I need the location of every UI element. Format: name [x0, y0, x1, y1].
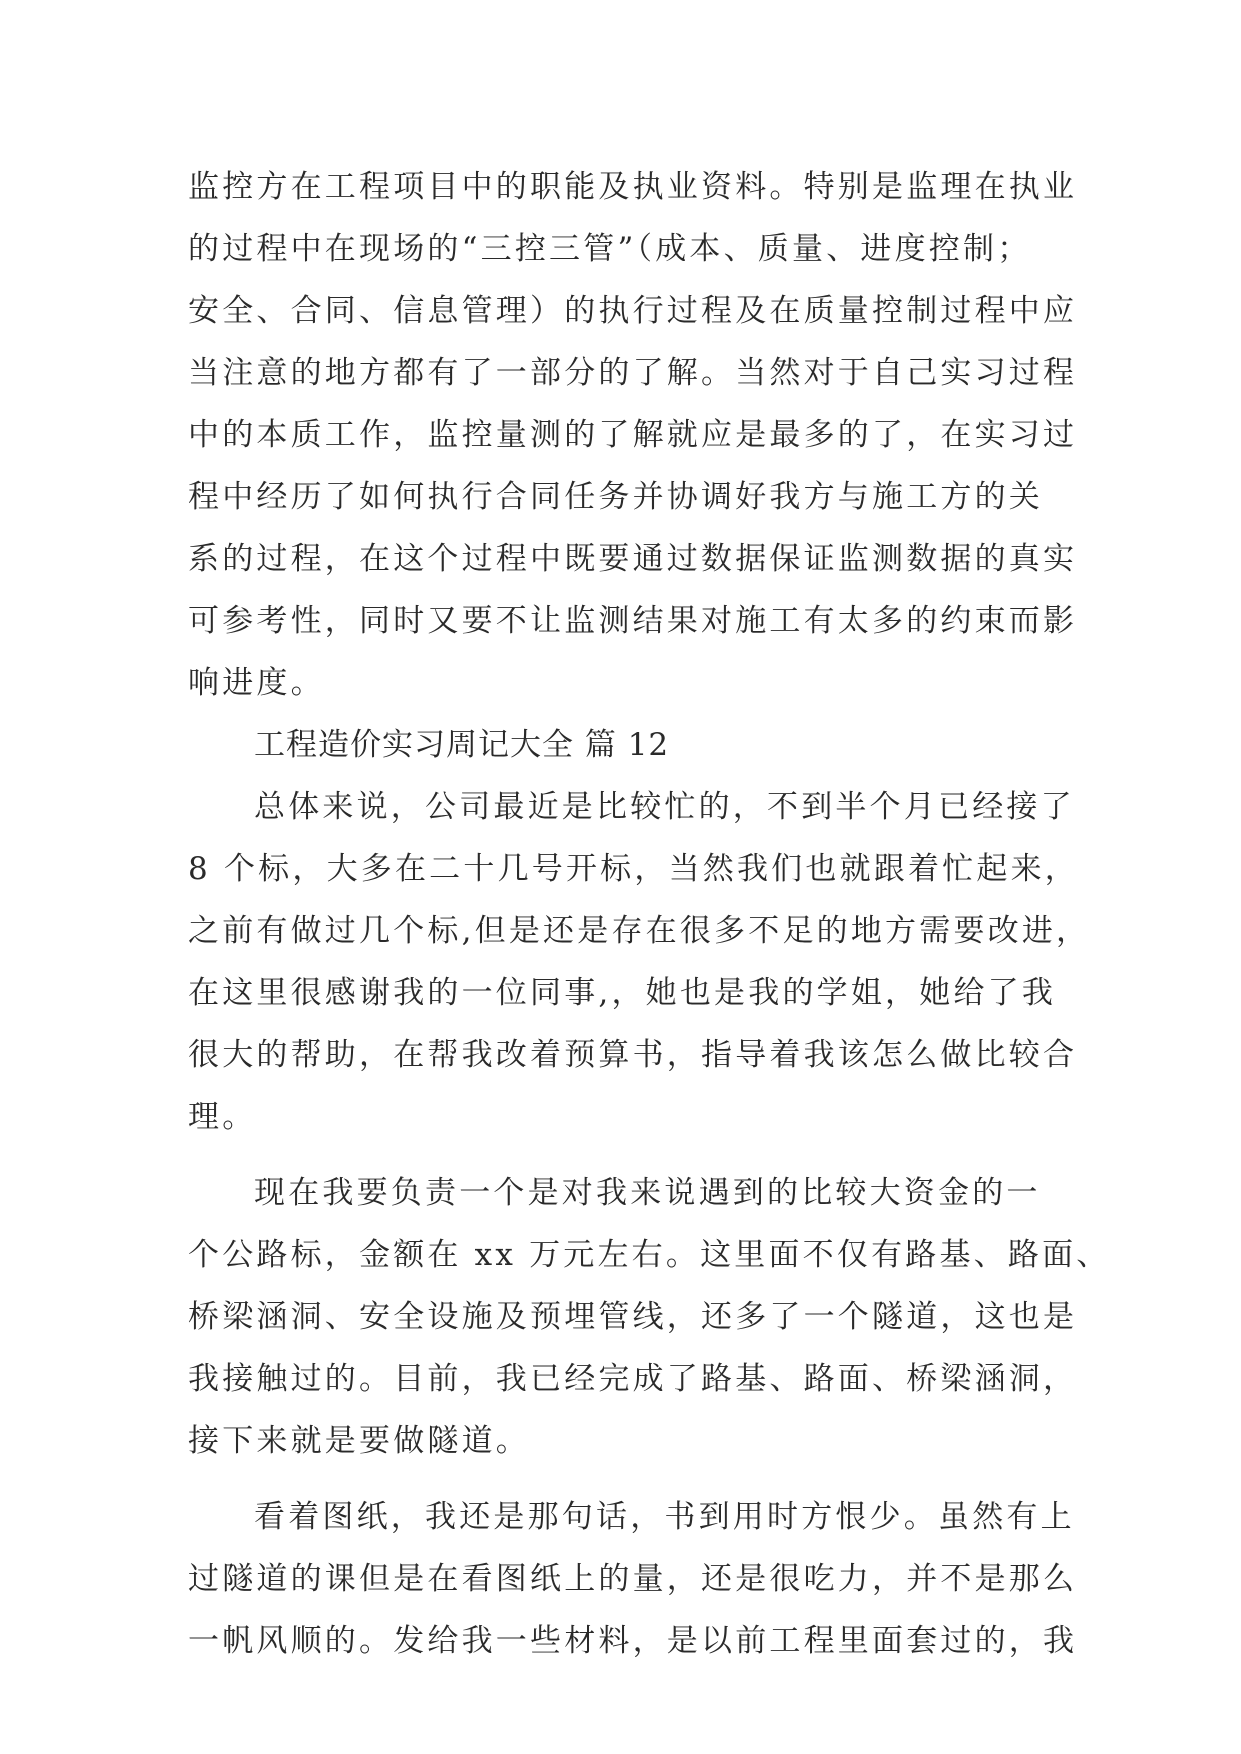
- text-line: 安全、合同、信息管理）的执行过程及在质量控制过程中应: [188, 293, 1078, 329]
- text-line: 总体来说，公司最近是比较忙的，不到半个月已经接了: [254, 789, 1075, 825]
- text-line: 8 个标，大多在二十几号开标，当然我们也就跟着忙起来，: [188, 851, 1079, 887]
- text-line: 的过程中在现场的“三控三管”（成本、质量、进度控制；: [188, 231, 1032, 267]
- text-line: 很大的帮助，在帮我改着预算书，指导着我该怎么做比较合: [188, 1037, 1078, 1073]
- text-line: 一帆风顺的。发给我一些材料，是以前工程里面套过的，我: [188, 1623, 1078, 1659]
- text-line: 现在我要负责一个是对我来说遇到的比较大资金的一: [254, 1175, 1041, 1211]
- section-heading: 工程造价实习周记大全 篇 12: [254, 727, 670, 763]
- text-line: 桥梁涵洞、安全设施及预埋管线，还多了一个隧道，这也是: [188, 1299, 1078, 1335]
- text-line: 在这里很感谢我的一位同事,，她也是我的学姐，她给了我: [188, 975, 1057, 1011]
- text-line: 系的过程，在这个过程中既要通过数据保证监测数据的真实: [188, 541, 1078, 577]
- text-line: 个公路标，金额在 xx 万元左右。这里面不仅有路基、路面、: [188, 1237, 1111, 1273]
- paragraph-1: [188, 156, 1078, 714]
- paragraph-4: [188, 1486, 1078, 1672]
- paragraph-gap: [188, 1472, 1068, 1486]
- text-line: 之前有做过几个标,但是还是存在很多不足的地方需要改进，: [188, 913, 1091, 949]
- document-body: [188, 156, 1111, 1672]
- paragraph-3: [188, 1162, 1111, 1472]
- paragraph-2: [188, 776, 1091, 1148]
- text-line: 接下来就是要做隧道。: [188, 1423, 530, 1459]
- text-line: 中的本质工作，监控量测的了解就应是最多的了，在实习过: [188, 417, 1078, 453]
- text-line: 当注意的地方都有了一部分的了解。当然对于自己实习过程: [188, 355, 1078, 391]
- text-line: 理。: [188, 1099, 257, 1135]
- text-line: 可参考性，同时又要不让监测结果对施工有太多的约束而影: [188, 603, 1078, 639]
- text-line: 看着图纸，我还是那句话，书到用时方恨少。虽然有上: [254, 1499, 1075, 1535]
- text-line: 我接触过的。目前，我已经完成了路基、路面、桥梁涵洞，: [188, 1361, 1078, 1397]
- text-line: 过隧道的课但是在看图纸上的量，还是很吃力，并不是那么: [188, 1561, 1078, 1597]
- text-line: 响进度。: [188, 665, 325, 701]
- text-line: 监控方在工程项目中的职能及执业资料。特别是监理在执业: [188, 169, 1078, 205]
- text-line: 程中经历了如何执行合同任务并协调好我方与施工方的关: [188, 479, 1043, 515]
- paragraph-gap: [188, 1148, 1068, 1162]
